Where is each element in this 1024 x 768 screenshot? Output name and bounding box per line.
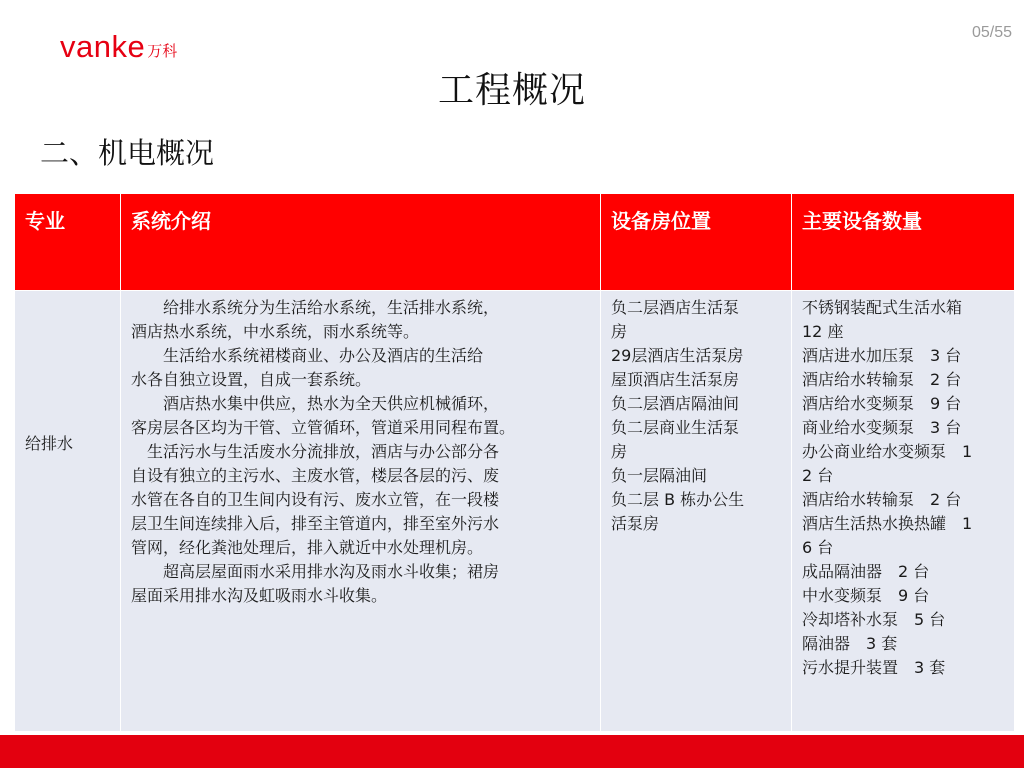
equipment-room-line: 负二层 B 栋办公生 — [611, 490, 745, 509]
footer-bar — [0, 735, 1024, 768]
equipment-count-line: 污水提升装置 3 套 — [802, 658, 946, 677]
page-number: 05/55 — [971, 24, 1012, 41]
system-intro-line: 水各自独立设置，自成一套系统。 — [131, 370, 372, 389]
page-title: 工程概况 — [437, 70, 586, 111]
equipment-room-line: 负二层酒店隔油间 — [611, 394, 740, 413]
equipment-room-line: 房 — [611, 322, 628, 341]
system-intro-line: 客房层各区均为干管、立管循环，管道采用同程布置。 — [131, 418, 516, 437]
cell-equipment-counts — [802, 296, 1012, 680]
system-intro-line: 自设有独立的主污水、主废水管，楼层各层的污、废 — [131, 466, 500, 485]
equipment-count-line: 酒店进水加压泵 3 台 — [802, 346, 962, 365]
equipment-count-line: 办公商业给水变频泵 1 — [802, 442, 973, 461]
system-intro-line: 酒店热水集中供应，热水为全天供应机械循环， — [131, 394, 500, 413]
equipment-room-line: 屋顶酒店生活泵房 — [611, 370, 740, 389]
system-intro-line: 管网，经化粪池处理后，排入就近中水处理机房。 — [131, 538, 484, 557]
equipment-room-line: 29层酒店生活泵房 — [611, 346, 744, 365]
equipment-count-line: 冷却塔补水泵 5 台 — [802, 610, 946, 629]
equipment-count-line: 中水变频泵 9 台 — [802, 586, 930, 605]
header-discipline: 专业 — [25, 209, 65, 233]
equipment-count-line: 酒店给水变频泵 9 台 — [802, 394, 962, 413]
logo-chinese: 万科 — [147, 42, 178, 60]
equipment-count-line: 成品隔油器 2 台 — [802, 562, 930, 581]
equipment-count-line: 隔油器 3 套 — [802, 634, 898, 653]
header-equipment-room: 设备房位置 — [611, 209, 711, 233]
equipment-room-line: 负二层商业生活泵 — [611, 418, 740, 437]
equipment-count-line: 12 座 — [802, 322, 844, 341]
equipment-count-line: 酒店生活热水换热罐 1 — [802, 514, 973, 533]
system-intro-line: 层卫生间连续排入后，排至主管道内，排至室外污水 — [131, 514, 500, 533]
vanke-logo — [60, 26, 177, 62]
equipment-count-line: 6 台 — [802, 538, 834, 557]
equipment-room-line: 活泵房 — [611, 514, 660, 533]
cell-equipment-rooms — [611, 296, 789, 536]
section-title: 二、机电概况 — [40, 136, 215, 170]
system-intro-line: 屋面采用排水沟及虹吸雨水斗收集。 — [131, 586, 388, 605]
cell-discipline: 给排水 — [25, 434, 74, 453]
header-system-intro: 系统介绍 — [131, 209, 211, 233]
system-intro-line: 给排水系统分为生活给水系统，生活排水系统， — [131, 298, 500, 317]
system-intro-line: 超高层屋面雨水采用排水沟及雨水斗收集；裙房 — [131, 562, 500, 581]
equipment-count-line: 商业给水变频泵 3 台 — [802, 418, 962, 437]
column-divider — [791, 194, 792, 731]
equipment-count-line: 酒店给水转输泵 2 台 — [802, 490, 962, 509]
equipment-count-line: 酒店给水转输泵 2 台 — [802, 370, 962, 389]
header-equipment-count: 主要设备数量 — [802, 209, 922, 233]
system-intro-line: 生活给水系统裙楼商业、办公及酒店的生活给 — [131, 346, 484, 365]
equipment-room-line: 负二层酒店生活泵 — [611, 298, 740, 317]
cell-system-intro — [131, 296, 597, 608]
equipment-room-line: 负一层隔油间 — [611, 466, 708, 485]
equipment-count-line: 2 台 — [802, 466, 834, 485]
system-intro-line: 酒店热水系统，中水系统，雨水系统等。 — [131, 322, 420, 341]
equipment-room-line: 房 — [611, 442, 628, 461]
row-divider — [15, 290, 1014, 291]
column-divider — [120, 194, 121, 731]
system-intro-line: 生活污水与生活废水分流排放，酒店与办公部分各 — [131, 442, 500, 461]
system-intro-line: 水管在各自的卫生间内设有污、废水立管，在一段楼 — [131, 490, 500, 509]
mep-overview-table — [15, 194, 1014, 731]
equipment-count-line: 不锈钢装配式生活水箱 — [802, 298, 963, 317]
logo-wordmark: vanke — [60, 29, 146, 64]
column-divider — [600, 194, 601, 731]
